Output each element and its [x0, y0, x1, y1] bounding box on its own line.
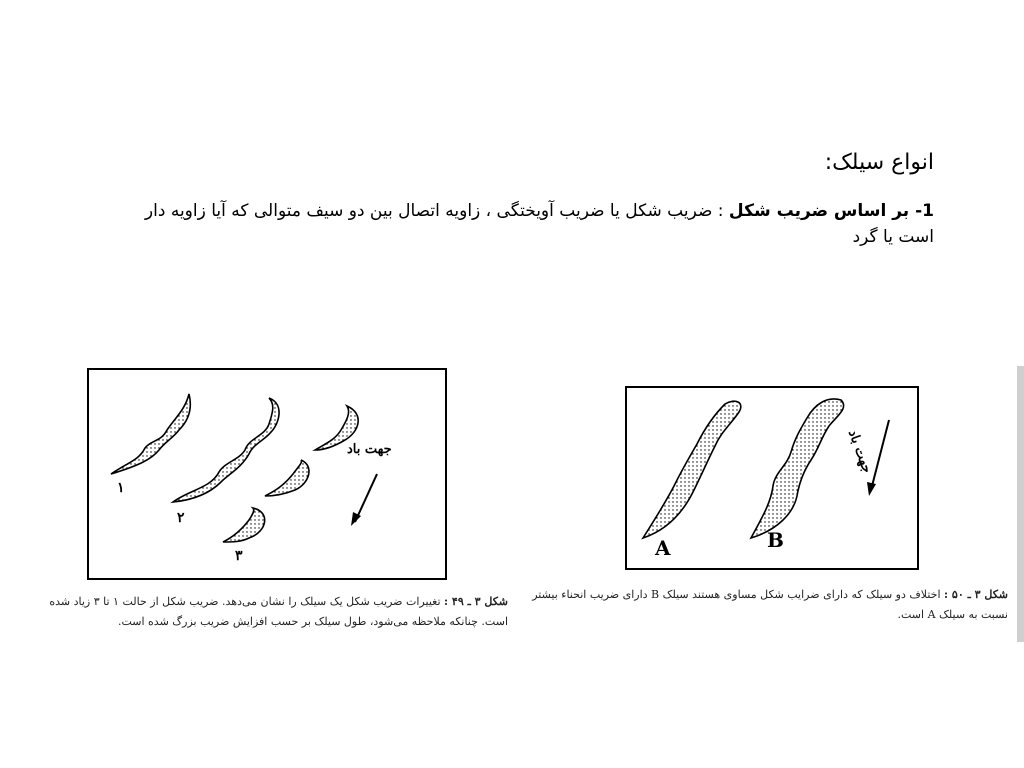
wind-label-2: جهت باد	[844, 428, 875, 476]
dune-number-1: ۱	[117, 480, 125, 496]
dune-5	[223, 508, 265, 542]
wind-label-1: جهت باد	[347, 442, 392, 457]
dune-1	[111, 394, 190, 474]
bullet-point	[104, 198, 934, 250]
figure-1-panel	[87, 368, 447, 580]
dune-label-a: A	[655, 536, 671, 560]
bullet-heading: 1- بر اساس ضریب شکل	[728, 201, 934, 221]
scan-edge	[1017, 366, 1024, 642]
wind-arrow-2	[871, 420, 889, 490]
dune-number-2: ۲	[177, 510, 185, 526]
figure-1-caption-text: تغییرات ضریب شکل یک سیلک را نشان می‌دهد. ضریب شکل از حالت ۱ تا ۳ زیاد شده است. چنانکه ملاحظه می‌شود، طول سیلک بر حسب افزایش ضریب بزرگ شده است.	[49, 595, 508, 628]
figure-1-caption	[20, 592, 508, 632]
dune-label-b: B	[767, 528, 784, 552]
slide-title: انواع سیلک:	[824, 150, 934, 175]
figure-2-caption-text: اختلاف دو سیلک که دارای ضرایب شکل مساوی هستند سیلک B دارای ضریب انحناء بیشتر نسبت به سیلک A است.	[532, 588, 1008, 621]
figure-1-caption-label: شکل ۳ ـ ۴۹ :	[444, 595, 508, 608]
wind-arrowhead-2	[867, 482, 876, 496]
dune-b	[751, 399, 844, 538]
dune-a	[643, 401, 741, 538]
figure-2-caption-label: شکل ۳ ـ ۵۰ :	[944, 588, 1008, 601]
figure-1-drawing	[89, 370, 445, 578]
dune-4	[265, 460, 309, 496]
dune-number-3: ۳	[235, 548, 243, 564]
figure-2-panel	[625, 386, 919, 570]
bullet-text: : ضریب شکل یا ضریب آویختگی ، زاویه اتصال بین دو سیف متوالی که آیا زاویه دار است یا گرد	[144, 201, 934, 247]
figure-2-caption	[520, 585, 1008, 625]
